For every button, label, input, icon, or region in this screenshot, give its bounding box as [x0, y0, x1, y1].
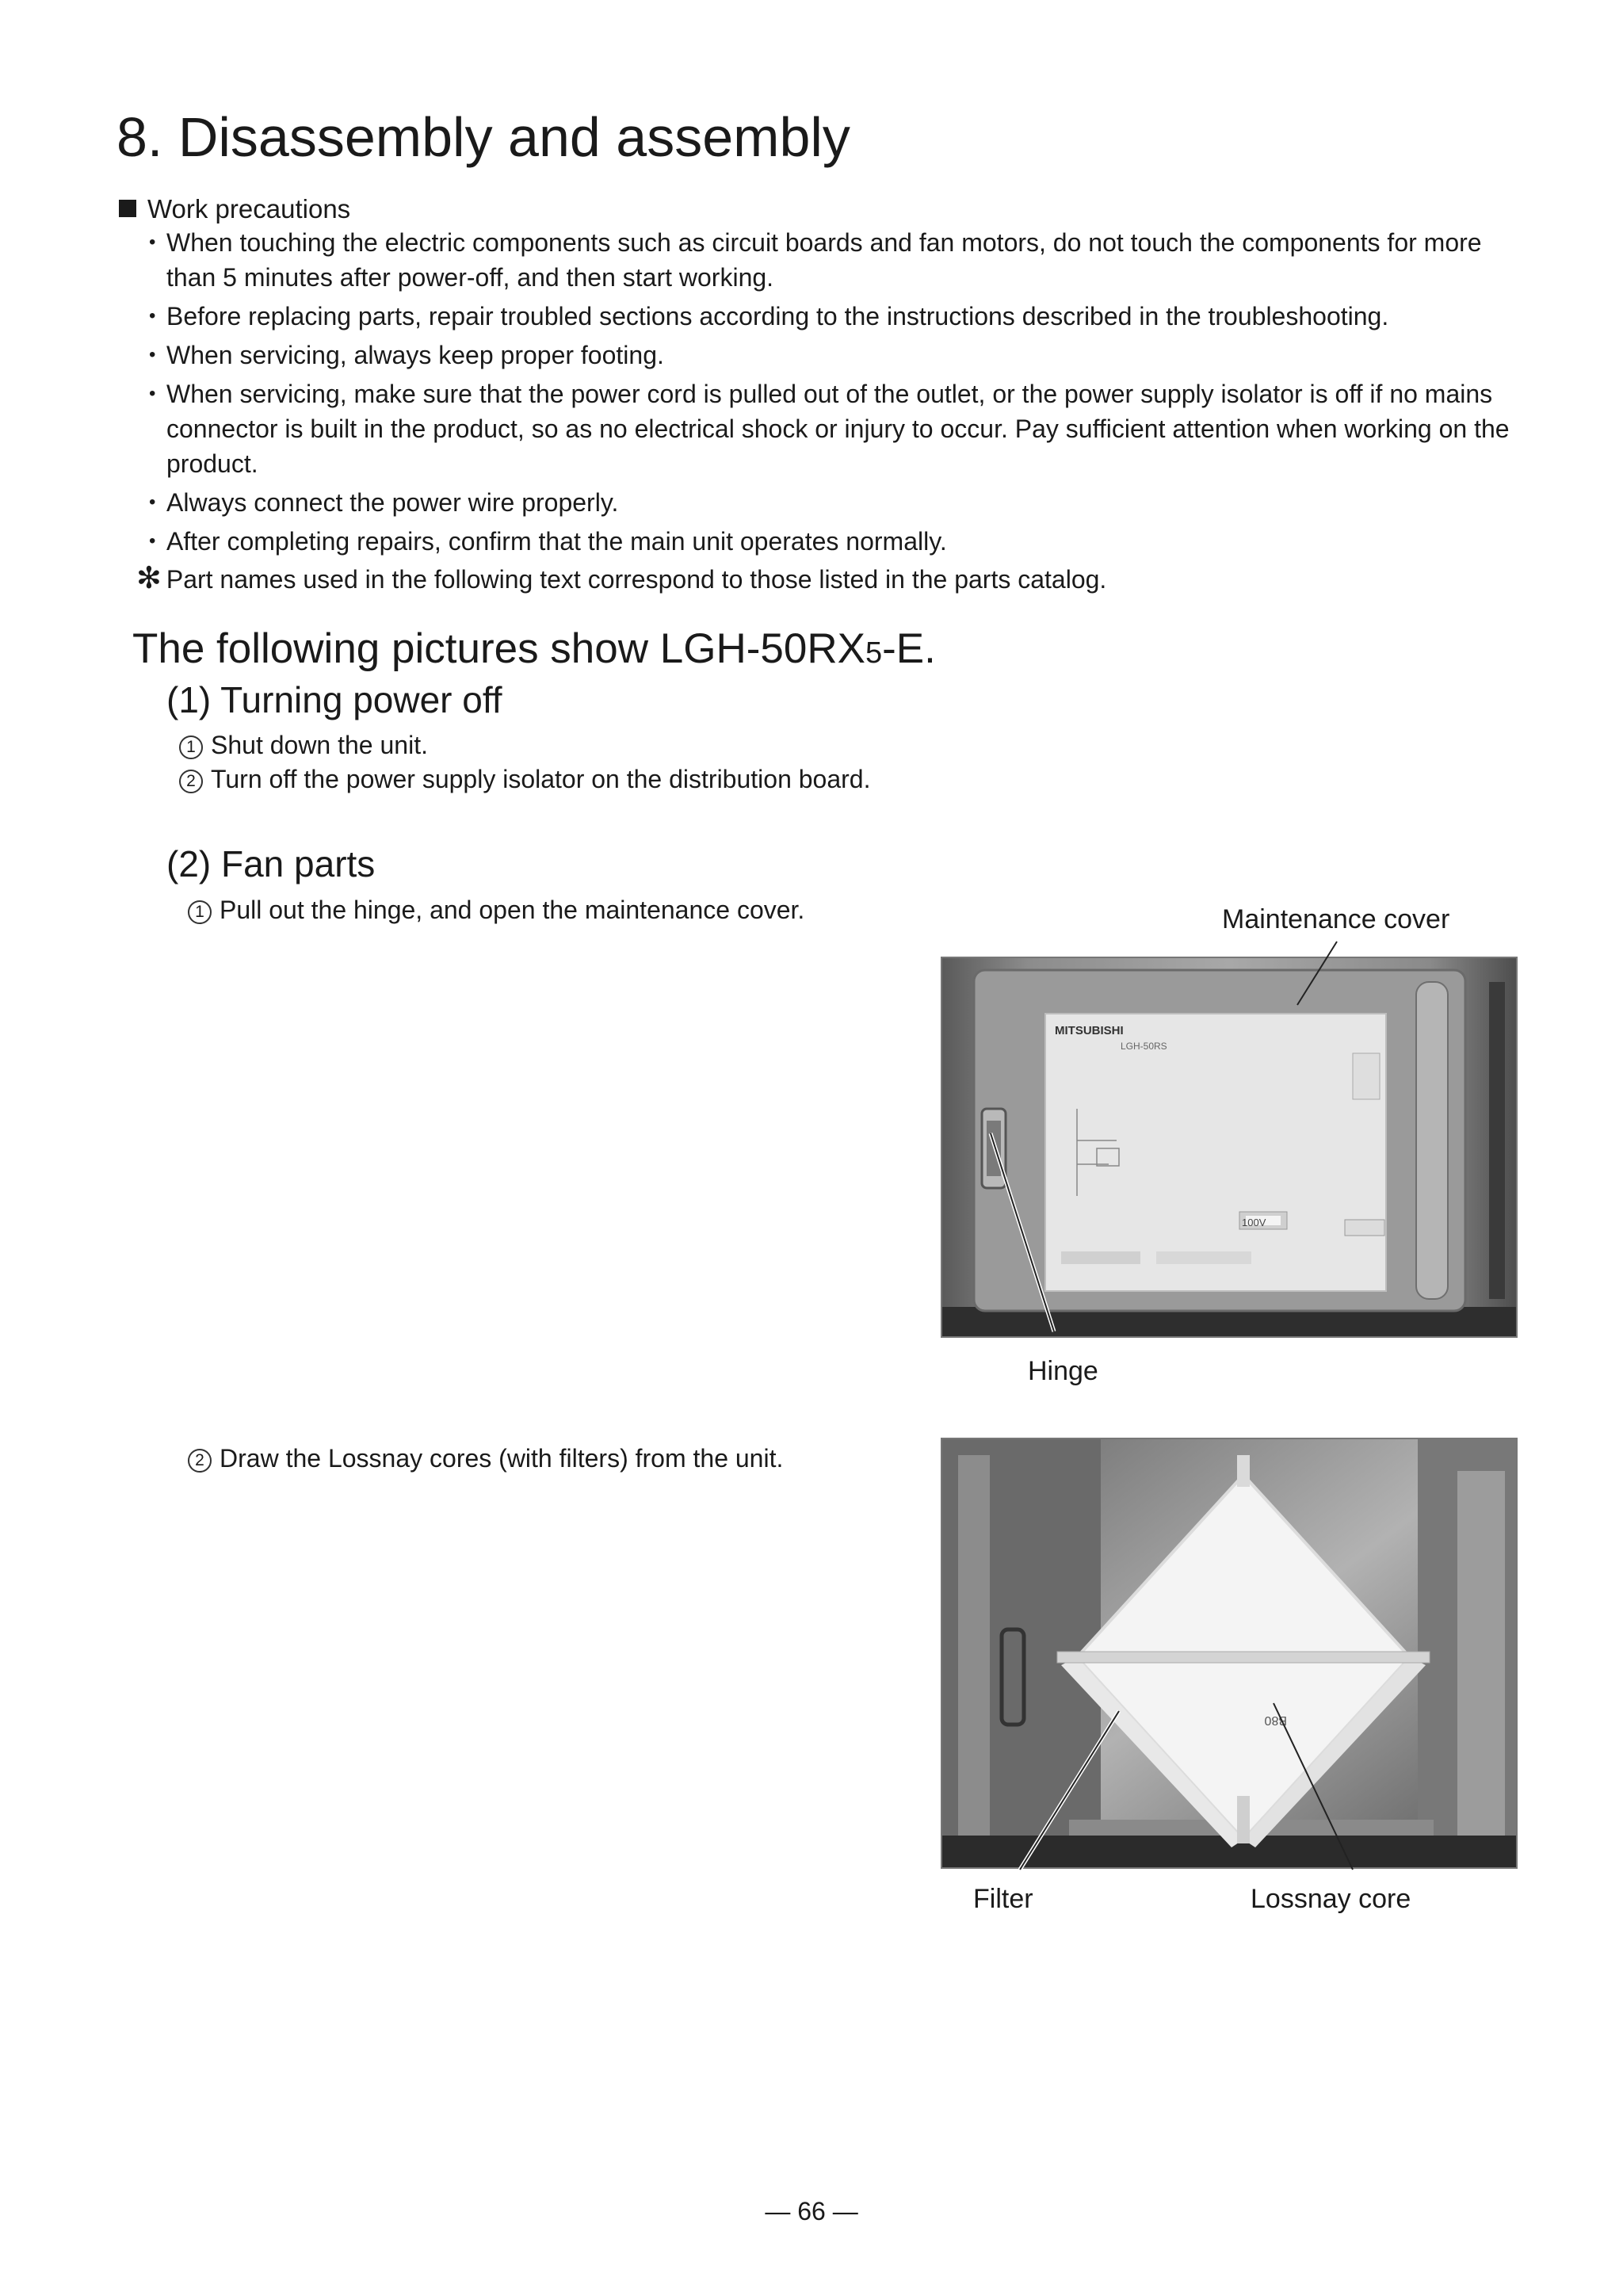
- model-subtitle: [132, 621, 936, 681]
- step-text: Draw the Lossnay cores (with filters) from the unit.: [220, 1444, 784, 1473]
- page-title: 8. Disassembly and assembly: [116, 106, 850, 168]
- photo1-callout-lines: [941, 935, 1514, 1379]
- page-number: [0, 2194, 1623, 2229]
- step-text: Pull out the hinge, and open the maintenance cover.: [220, 896, 805, 924]
- work-precautions-label: Work precautions: [147, 194, 351, 223]
- step-shutdown: [179, 728, 428, 762]
- page-dash-right: —: [832, 2197, 858, 2225]
- asterisk-icon: ✻: [136, 562, 162, 595]
- callout-maintenance-cover: Maintenance cover: [1222, 904, 1450, 934]
- step-text: Shut down the unit.: [211, 731, 428, 759]
- core-marking-text: B80: [1264, 1713, 1287, 1727]
- model-subtitle-suffix-num: 5: [865, 636, 883, 670]
- precaution-item: • Always connect the power wire properly.: [149, 485, 1528, 520]
- parts-note-text: Part names used in the following text correspond to those listed in the parts catalog.: [166, 565, 1107, 594]
- section-heading-power-off: (1) Turning power off: [166, 679, 502, 720]
- work-precautions-heading: [119, 191, 350, 227]
- label-brand-text: MITSUBISHI: [1055, 1024, 1124, 1037]
- callout-hinge: Hinge: [1028, 1356, 1098, 1386]
- circled-number: 2: [188, 1449, 212, 1473]
- precautions-list: [149, 225, 1528, 563]
- circled-number: 1: [179, 735, 203, 759]
- model-subtitle-end: -E.: [882, 625, 936, 672]
- label-voltage-text: 100V: [1242, 1217, 1266, 1228]
- square-bullet-icon: [119, 200, 136, 217]
- step-draw-cores: [188, 1441, 783, 1476]
- precaution-item: • Before replacing parts, repair troubled sections according to the instructions described in the troubleshooting.: [149, 299, 1528, 334]
- precaution-item: • When servicing, make sure that the power cord is pulled out of the outlet, or the power supply isolator is off if no mains connector is built in the product, so as no electrical shock or injury to occur. Pay sufficient attention when working on the product.: [149, 376, 1528, 481]
- parts-note: [136, 561, 1106, 597]
- precaution-item: • When servicing, always keep proper footing.: [149, 338, 1528, 372]
- circled-number: 2: [179, 770, 203, 793]
- model-subtitle-text: The following pictures show LGH-50RX: [132, 625, 865, 672]
- page-dash-left: —: [765, 2197, 791, 2225]
- photo2-callout-lines: [941, 1438, 1514, 1897]
- precaution-item: • When touching the electric components such as circuit boards and fan motors, do not touch the components for more than 5 minutes after power-off, and then start working.: [149, 225, 1528, 295]
- step-text: Turn off the power supply isolator on the distribution board.: [211, 765, 871, 793]
- label-model-text: LGH-50RS: [1121, 1041, 1167, 1052]
- step-isolator: [179, 762, 870, 797]
- callout-lossnay-core: Lossnay core: [1251, 1884, 1411, 1914]
- section-heading-fan-parts: (2) Fan parts: [166, 843, 376, 884]
- precaution-item: • After completing repairs, confirm that the main unit operates normally.: [149, 524, 1528, 559]
- page-number-value: 66: [797, 2197, 826, 2225]
- circled-number: 1: [188, 900, 212, 924]
- callout-filter: Filter: [973, 1884, 1033, 1914]
- step-open-cover: [188, 892, 804, 927]
